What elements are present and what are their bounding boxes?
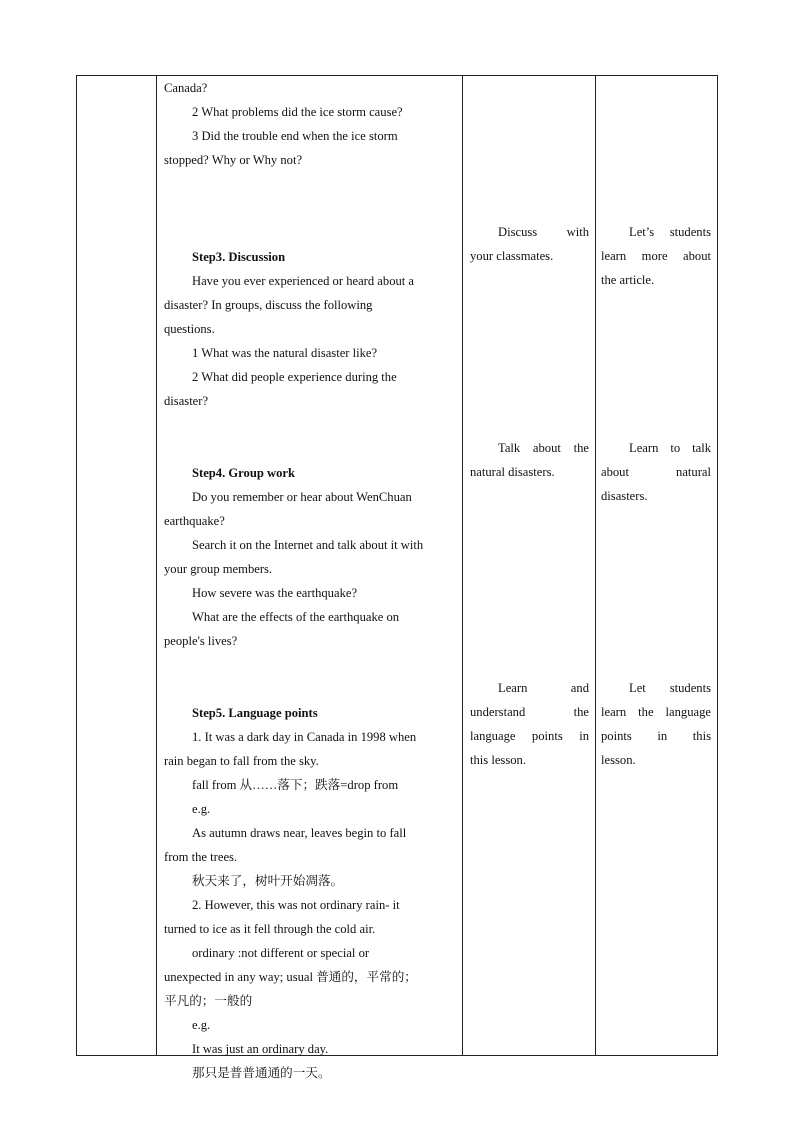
text-line: Let’s students	[629, 225, 711, 239]
text-line: your group members.	[164, 562, 273, 576]
text-line: the article.	[601, 273, 655, 287]
text-line: What are the effects of the earthquake on	[192, 610, 400, 624]
text-line: lesson.	[601, 753, 636, 767]
text-line: questions.	[164, 322, 215, 336]
step-title: Step5. Language points	[192, 706, 318, 720]
text-line: from the trees.	[164, 850, 238, 864]
text-line: earthquake?	[164, 514, 225, 528]
text-line: Canada?	[164, 81, 208, 95]
table-row	[77, 76, 718, 1056]
text-line: Search it on the Internet and talk about it with	[192, 538, 424, 552]
text-line: learn more about	[601, 249, 711, 263]
text-line: fall from 从……落下；跌落=drop from	[192, 778, 399, 792]
text-line: Let students	[629, 681, 711, 695]
step-title: Step3. Discussion	[192, 250, 286, 264]
teaching-procedure-cell	[157, 76, 463, 1080]
text-line: understand the	[470, 705, 589, 719]
empty-left-column-cell	[77, 76, 157, 1056]
text-line: rain began to fall from the sky.	[164, 754, 319, 768]
text-line: turned to ice as it fell through the cold air.	[164, 922, 376, 936]
text-line: 秋天来了，树叶开始凋落。	[192, 874, 344, 888]
text-line: 2 What did people experience during the	[192, 370, 397, 384]
text-line: your classmates.	[470, 249, 554, 263]
text-line: unexpected in any way; usual 普通的，平常的；	[164, 970, 417, 984]
text-line: ordinary :not different or special or	[192, 946, 370, 960]
text-line: Have you ever experienced or heard about a	[192, 274, 415, 288]
text-line: learn the language	[601, 705, 711, 719]
text-line: As autumn draws near, leaves begin to fall	[192, 826, 407, 840]
text-line: disasters.	[601, 489, 648, 503]
text-line: 平凡的；一般的	[164, 994, 253, 1008]
step-title: Step4. Group work	[192, 466, 295, 480]
step4-group-work	[164, 461, 456, 653]
text-line: people's lives?	[164, 634, 238, 648]
continued-questions	[164, 76, 456, 172]
design-purpose-step4	[601, 436, 711, 508]
text-line: disaster?	[164, 394, 209, 408]
text-line: natural disasters.	[470, 465, 555, 479]
text-line: 1 What was the natural disaster like?	[192, 346, 378, 360]
text-line: e.g.	[192, 1018, 211, 1032]
text-line: 1. It was a dark day in Canada in 1998 when	[192, 730, 417, 744]
text-line: How severe was the earthquake?	[192, 586, 358, 600]
lesson-plan-table	[76, 75, 718, 1080]
text-line: Learn and	[498, 681, 589, 695]
design-purpose-cell	[596, 76, 718, 1056]
text-line: 2. However, this was not ordinary rain- it	[192, 898, 400, 912]
student-activity-step3	[470, 220, 589, 268]
text-line: e.g.	[192, 802, 211, 816]
text-line: stopped? Why or Why not?	[164, 153, 303, 167]
text-line: 那只是普普通通的一天。	[192, 1066, 331, 1080]
text-line: 3 Did the trouble end when the ice storm	[192, 129, 398, 143]
text-line: It was just an ordinary day.	[192, 1042, 329, 1056]
step3-discussion	[164, 245, 456, 413]
text-line: this lesson.	[470, 753, 526, 767]
text-line: points in this	[601, 729, 711, 743]
design-purpose-step5	[601, 676, 711, 772]
text-line: about natural	[601, 465, 711, 479]
text-line: Learn to talk	[629, 441, 711, 455]
text-line: 2 What problems did the ice storm cause?	[192, 105, 403, 119]
text-line: Discuss with	[498, 225, 589, 239]
student-activity-step5	[470, 676, 589, 772]
design-purpose-step3	[601, 220, 711, 292]
text-line: Do you remember or hear about WenChuan	[192, 490, 412, 504]
text-line: disaster? In groups, discuss the following	[164, 298, 373, 312]
student-activity-step4	[470, 436, 589, 484]
step5-language-points	[164, 701, 456, 1085]
text-line: Talk about the	[498, 441, 589, 455]
student-activity-cell	[463, 76, 596, 1056]
text-line: language points in	[470, 729, 589, 743]
